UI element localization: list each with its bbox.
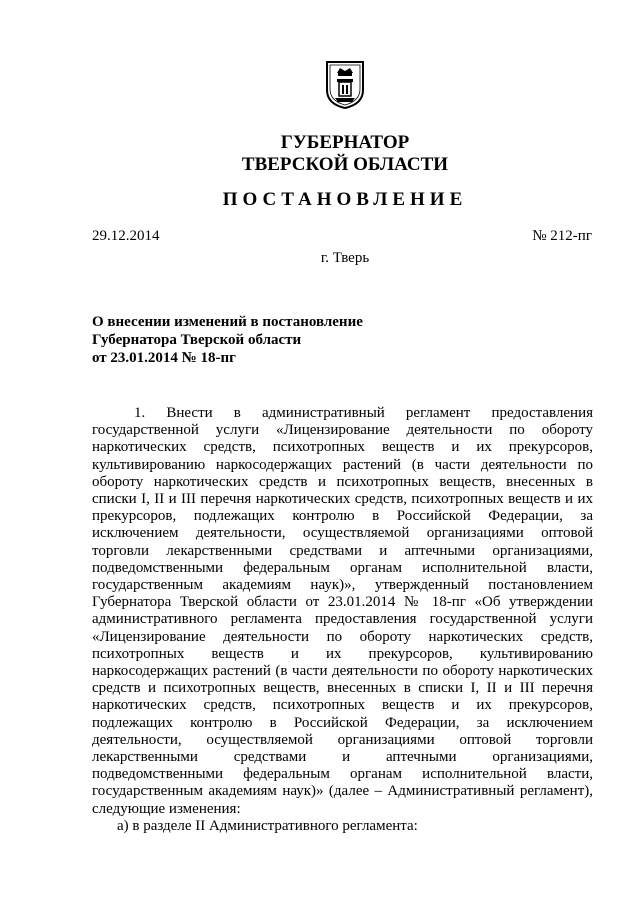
body-line: следующие изменения: — [92, 800, 241, 817]
body-line: подведомственными федеральным органам исполнительной власти, — [92, 559, 593, 576]
body-line: исключением деятельности, осуществляемой организациями оптовой — [92, 525, 593, 542]
tver-coat-of-arms-icon — [325, 60, 365, 110]
body-line: психотропных веществ и их прекурсоров, культивированию — [92, 645, 593, 662]
document-subject — [92, 313, 422, 367]
document-date: 29.12.2014 — [92, 228, 160, 244]
body-line: государственным академиям наук)», утвержденный постановлением — [92, 577, 593, 594]
subject-line: О внесении изменений в постановление — [92, 314, 363, 330]
body-line: деятельности, осуществляемой организациями оптовой торговли — [92, 731, 593, 748]
body-line: подлежащих контролю в Российской Федерации, за исключением — [92, 714, 593, 731]
body-line: лекарственными средствами и аптечными организациями, — [92, 749, 593, 766]
body-line: «Лицензирование деятельности по обороту наркотических средств, — [92, 628, 593, 645]
body-line: 1. Внести в административный регламент предоставления — [134, 405, 593, 421]
body-line: наркотических средств, психотропных веществ и их прекурсоров, — [92, 439, 593, 456]
body-line: прекурсоров, подлежащих контролю в Российской Федерации, за — [92, 508, 593, 525]
body-line: обороту наркотических средств и психотропных веществ, внесенных в — [92, 473, 593, 490]
body-line: а) в разделе II Административного регламента: — [117, 817, 418, 834]
document-city: г. Тверь — [320, 250, 370, 266]
body-line: административного регламента предоставления государственной услуги — [92, 611, 593, 628]
body-line: средств и психотропных веществ, внесенных в списки I, II и III перечня — [92, 680, 593, 697]
document-type: ПОСТАНОВЛЕНИЕ — [222, 189, 468, 210]
body-line: государственной услуги «Лицензирование деятельности по обороту — [92, 422, 593, 439]
document-body — [92, 405, 593, 835]
region-title: ТВЕРСКОЙ ОБЛАСТИ — [241, 154, 449, 175]
subject-line: Губернатора Тверской области — [92, 332, 302, 348]
body-line: торговли лекарственными средствами и аптечными организациями, — [92, 542, 593, 559]
body-line: наркосодержащих растений (в части деятельности по обороту наркотических — [92, 663, 593, 680]
body-line: государственным академиям наук)» (далее – Административный регламент), — [92, 783, 593, 800]
body-line: наркотических средств, психотропных веществ и их прекурсоров, — [92, 697, 593, 714]
body-line: Губернатора Тверской области от 23.01.2014 № 18-пг «Об утверждении — [92, 594, 593, 611]
body-line: подведомственными федеральным органам исполнительной власти, — [92, 766, 593, 783]
body-line: культивированию наркосодержащих растений (в части деятельности по — [92, 456, 593, 473]
document-number: № 212-пг — [532, 228, 592, 244]
governor-title: ГУБЕРНАТОР — [280, 132, 410, 153]
subject-line: от 23.01.2014 № 18-пг — [92, 350, 236, 366]
body-line: списки I, II и III перечня наркотических средств, психотропных веществ и их — [92, 491, 593, 508]
